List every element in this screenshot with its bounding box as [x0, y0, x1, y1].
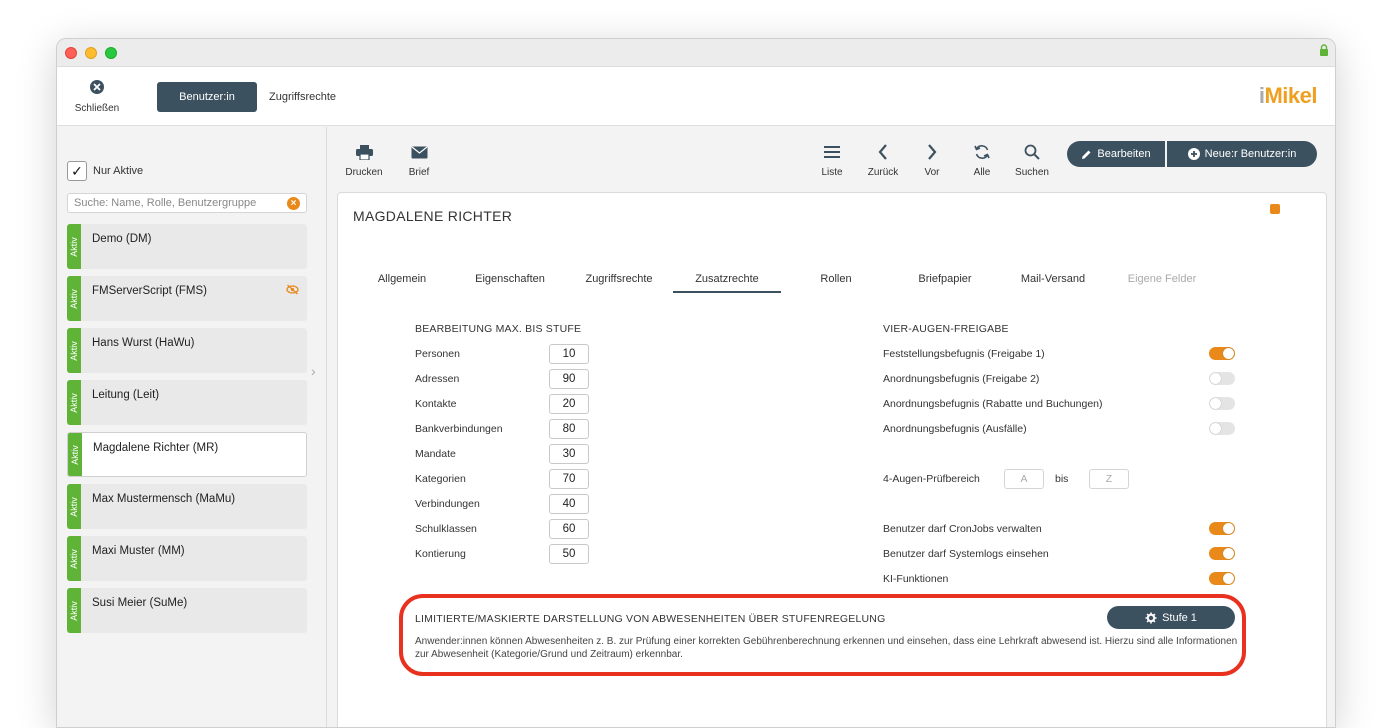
minimize-window-button[interactable]	[85, 47, 97, 59]
stufe-label: Stufe 1	[1162, 611, 1197, 624]
level-label-verbindungen: Verbindungen	[415, 498, 480, 510]
title-bar	[57, 39, 1335, 67]
chevron-left-icon	[878, 144, 888, 160]
status-badge: Aktiv	[67, 276, 81, 321]
search-label: Suchen	[1015, 167, 1049, 178]
toggle-label-rabatte: Anordnungsbefugnis (Rabatte und Buchungen)	[883, 398, 1103, 410]
levels-section-title: BEARBEITUNG MAX. BIS STUFE	[415, 323, 582, 335]
zoom-window-button[interactable]	[105, 47, 117, 59]
level-field-verbindungen[interactable]: 40	[549, 494, 589, 514]
user-list-item-selected[interactable]	[67, 432, 307, 477]
user-list-item[interactable]	[67, 224, 307, 269]
status-badge: Aktiv	[67, 588, 81, 633]
new-user-label: Neue:r Benutzer:in	[1204, 148, 1297, 160]
toggle-freigabe-2[interactable]	[1209, 372, 1235, 385]
next-button[interactable]	[917, 141, 947, 178]
record-title: MAGDALENE RICHTER	[353, 208, 513, 224]
user-name: Leitung (Leit)	[92, 389, 160, 401]
list-button[interactable]	[817, 141, 847, 178]
toggle-label-freigabe-1: Feststellungsbefugnis (Freigabe 1)	[883, 348, 1045, 360]
imikel-logo: iMikel	[1258, 83, 1317, 108]
level-field-kontakte[interactable]: 20	[549, 394, 589, 414]
level-field-kategorien[interactable]: 70	[549, 469, 589, 489]
tab-mail-versand[interactable]: Mail-Versand	[1020, 273, 1086, 285]
user-list-item[interactable]	[67, 588, 307, 633]
chevron-right-icon: ›	[311, 363, 316, 379]
active-filter[interactable]	[67, 161, 143, 181]
top-bar	[57, 67, 1335, 126]
main-panel	[328, 127, 1336, 728]
level-field-personen[interactable]: 10	[549, 344, 589, 364]
status-badge: Aktiv	[67, 328, 81, 373]
all-button[interactable]	[967, 141, 997, 178]
list-label: Liste	[821, 167, 843, 178]
printer-icon	[356, 145, 373, 160]
eye-slash-icon	[286, 284, 299, 295]
level-label-kontakte: Kontakte	[415, 398, 457, 410]
toggle-label-freigabe-2: Anordnungsbefugnis (Freigabe 2)	[883, 373, 1040, 385]
toggle-label-systemlogs: Benutzer darf Systemlogs einsehen	[883, 548, 1049, 560]
tab-zusatzrechte[interactable]: Zusatzrechte	[673, 273, 781, 293]
clear-search-icon[interactable]: ×	[287, 197, 300, 210]
magnifier-icon	[1024, 144, 1040, 160]
tab-briefpapier[interactable]: Briefpapier	[918, 273, 972, 285]
four-eyes-section-title: VIER-AUGEN-FREIGABE	[883, 323, 1009, 335]
letter-button[interactable]	[404, 141, 434, 178]
toggle-label-ausfaelle: Anordnungsbefugnis (Ausfälle)	[883, 423, 1027, 435]
close-window-button[interactable]	[65, 47, 77, 59]
envelope-icon	[411, 146, 428, 159]
next-label: Vor	[924, 167, 940, 178]
status-badge: Aktiv	[67, 224, 81, 269]
level-label-bankverbindungen: Bankverbindungen	[415, 423, 503, 435]
refresh-icon	[974, 144, 990, 160]
user-list-item[interactable]	[67, 276, 307, 321]
tab-eigenschaften[interactable]: Eigenschaften	[475, 273, 545, 285]
level-field-kontierung[interactable]: 50	[549, 544, 589, 564]
user-name: Magdalene Richter (MR)	[93, 442, 219, 454]
print-label: Drucken	[345, 167, 383, 178]
toggle-label-cronjobs: Benutzer darf CronJobs verwalten	[883, 523, 1042, 535]
range-to-field[interactable]: Z	[1089, 469, 1129, 489]
tab-zugriffsrechte[interactable]: Zugriffsrechte	[269, 91, 337, 103]
toggle-ki[interactable]	[1209, 572, 1235, 585]
toggle-rabatte[interactable]	[1209, 397, 1235, 410]
back-label: Zurück	[867, 167, 899, 178]
user-list-item[interactable]	[67, 484, 307, 529]
status-badge: Aktiv	[68, 433, 82, 476]
back-button[interactable]	[863, 141, 903, 178]
close-circle-icon	[89, 79, 105, 95]
edit-button[interactable]	[1067, 141, 1165, 167]
new-user-button[interactable]	[1167, 141, 1317, 167]
level-label-personen: Personen	[415, 348, 460, 360]
tab-allgemein[interactable]: Allgemein	[377, 273, 427, 285]
user-name: Hans Wurst (HaWu)	[92, 337, 195, 349]
level-label-adressen: Adressen	[415, 373, 460, 385]
print-button[interactable]	[344, 141, 384, 178]
level-field-bankverbindungen[interactable]: 80	[549, 419, 589, 439]
close-label: Schließen	[74, 103, 120, 114]
tab-eigene-felder: Eigene Felder	[1127, 273, 1197, 285]
absence-section-title: LIMITIERTE/MASKIERTE DARSTELLUNG VON ABWESENHEITEN ÜBER STUFENREGELUNG	[415, 613, 886, 625]
user-list-item[interactable]	[67, 536, 307, 581]
user-name: Max Mustermensch (MaMu)	[92, 493, 236, 505]
lock-icon	[1319, 44, 1329, 57]
toggle-cronjobs[interactable]	[1209, 522, 1235, 535]
user-list-item[interactable]	[67, 380, 307, 425]
user-name: Maxi Muster (MM)	[92, 545, 185, 557]
sidebar	[57, 127, 327, 728]
level-label-kontierung: Kontierung	[415, 548, 466, 560]
level-field-schulklassen[interactable]: 60	[549, 519, 589, 539]
active-filter-checkbox[interactable]: ✓	[67, 161, 87, 181]
close-button[interactable]	[71, 79, 123, 114]
absence-description: Anwender:innen können Abwesenheiten z. B. zur Prüfung einer korrekten Gebührenberechnung erkennen und einsehen, dass eine Lehrkraft abwesend ist. Hierzu sind alle Informationen zur Abwesenheit (Kategorie/Grund und Zeitraum) erkennbar.	[415, 636, 1238, 660]
user-name: Susi Meier (SuMe)	[92, 597, 188, 609]
letter-label: Brief	[408, 167, 430, 178]
toggle-ausfaelle[interactable]	[1209, 422, 1235, 435]
tab-rollen[interactable]: Rollen	[820, 273, 852, 285]
tab-benutzer[interactable]: Benutzer:in	[157, 82, 257, 112]
chevron-right-icon	[927, 144, 937, 160]
level-label-schulklassen: Schulklassen	[415, 523, 477, 535]
search-button[interactable]	[1012, 141, 1052, 178]
gear-icon	[1145, 612, 1157, 624]
toggle-systemlogs[interactable]	[1209, 547, 1235, 560]
active-filter-label: Nur Aktive	[93, 165, 144, 177]
level-label-kategorien: Kategorien	[415, 473, 466, 485]
toggle-label-ki: KI-Funktionen	[883, 573, 949, 585]
range-label: 4-Augen-Prüfbereich	[883, 473, 980, 485]
search-input[interactable]	[67, 193, 307, 213]
pencil-icon	[1081, 149, 1092, 160]
user-name: FMServerScript (FMS)	[92, 285, 207, 297]
range-from-field[interactable]: A	[1004, 469, 1044, 489]
level-field-mandate[interactable]: 30	[549, 444, 589, 464]
user-list-item[interactable]	[67, 328, 307, 373]
plus-circle-icon	[1188, 148, 1200, 160]
range-separator: bis	[1055, 473, 1069, 485]
list-icon	[824, 145, 840, 159]
stufe-button[interactable]	[1107, 606, 1235, 629]
status-badge: Aktiv	[67, 484, 81, 529]
all-label: Alle	[973, 167, 991, 178]
status-badge: Aktiv	[67, 380, 81, 425]
status-badge: Aktiv	[67, 536, 81, 581]
record-card	[337, 192, 1327, 728]
search-placeholder: Suche: Name, Rolle, Benutzergruppe	[74, 197, 257, 209]
app-window	[56, 38, 1336, 728]
toggle-freigabe-1[interactable]	[1209, 347, 1235, 360]
note-icon[interactable]	[1270, 204, 1280, 214]
level-label-mandate: Mandate	[415, 448, 456, 460]
level-field-adressen[interactable]: 90	[549, 369, 589, 389]
user-name: Demo (DM)	[92, 233, 152, 245]
edit-label: Bearbeiten	[1097, 148, 1151, 160]
tab-zugriffsrechte[interactable]: Zugriffsrechte	[585, 273, 653, 285]
